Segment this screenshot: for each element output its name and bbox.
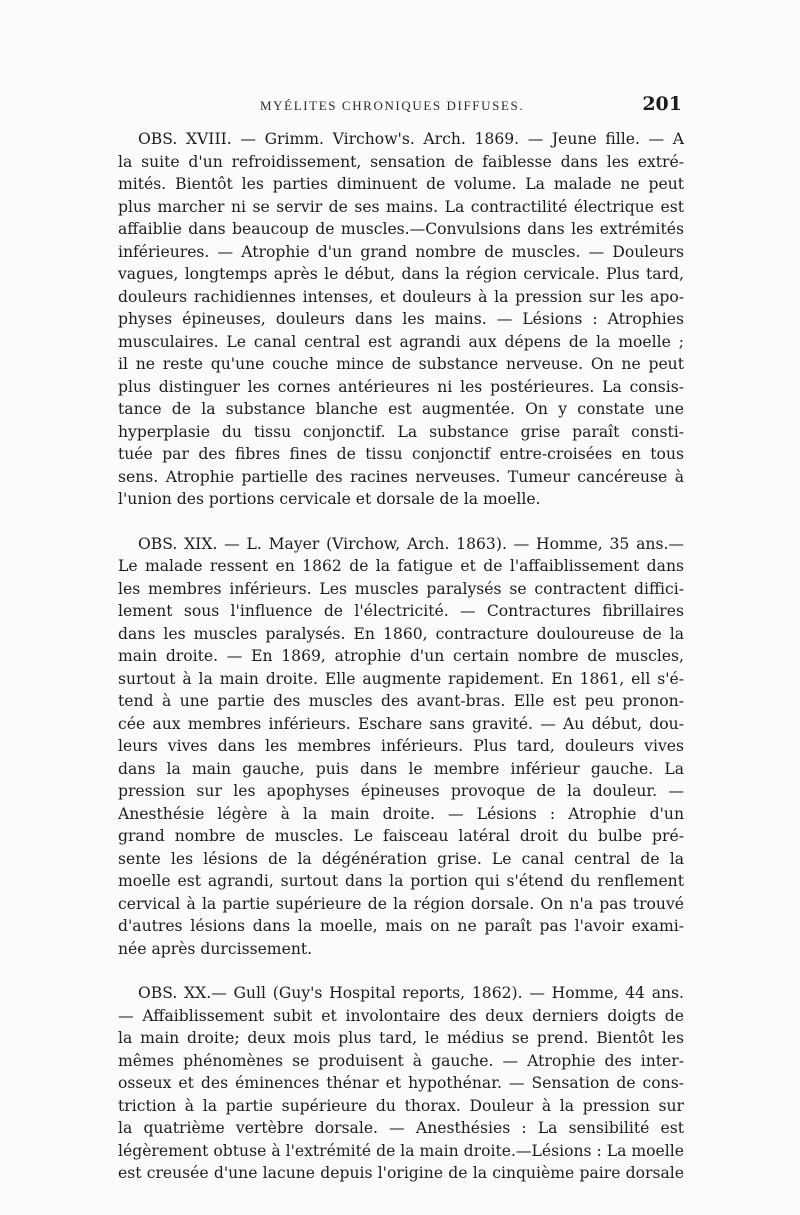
- text-line: légèrement obtuse à l'extrémité de la main droite.—Lésions : La moelle: [118, 1141, 684, 1160]
- page-body: [118, 128, 684, 1185]
- text-line: triction à la partie supérieure du thorax. Douleur à la pression sur: [118, 1096, 684, 1115]
- text-line: — Affaiblissement subit et involontaire des deux derniers doigts de: [118, 1006, 684, 1025]
- text-line: OBS. XX.— Gull (Guy's Hospital reports, 1862). — Homme, 44 ans.: [138, 984, 684, 1002]
- text-line: dans la main gauche, puis dans le membre inférieur gauche. La: [118, 759, 684, 778]
- text-line: plus distinguer les cornes antérieures ni les postérieures. La consis-: [118, 377, 684, 396]
- text-line: pression sur les apophyses épineuses provoque de la douleur. —: [118, 782, 684, 800]
- text-line: mêmes phénomènes se produisent à gauche. — Atrophie des inter-: [118, 1051, 684, 1070]
- text-line: sens. Atrophie partielle des racines nerveuses. Tumeur cancéreuse à: [118, 467, 684, 486]
- text-line: leurs vives dans les membres inférieurs. Plus tard, douleurs vives: [118, 737, 684, 755]
- text-line: main droite. — En 1869, atrophie d'un certain nombre de muscles,: [118, 647, 684, 665]
- text-line: est creusée d'une lacune depuis l'origine de la cinquième paire dorsale: [118, 1164, 684, 1182]
- text-line: moelle est agrandi, surtout dans la portion qui s'étend du renflement: [118, 872, 684, 890]
- text-line: physes épineuses, douleurs dans les mains. — Lésions : Atrophies: [118, 310, 684, 328]
- text-line: OBS. XVIII. — Grimm. Virchow's. Arch. 1869. — Jeune fille. — A: [138, 130, 684, 148]
- text-line: inférieures. — Atrophie d'un grand nombre de muscles. — Douleurs: [118, 242, 684, 261]
- text-line: douleurs rachidiennes intenses, et douleurs à la pression sur les apo-: [118, 287, 684, 306]
- text-line: surtout à la main droite. Elle augmente rapidement. En 1861, ell s'é-: [118, 669, 684, 688]
- text-line: osseux et des éminences thénar et hypothénar. — Sensation de cons-: [118, 1074, 684, 1092]
- running-title: MYÉLITES CHRONIQUES DIFFUSES.: [260, 98, 525, 113]
- text-line: vagues, longtemps après le début, dans la région cervicale. Plus tard,: [118, 265, 684, 283]
- text-line: les membres inférieurs. Les muscles paralysés se contractent diffici-: [118, 579, 684, 598]
- text-line: plus marcher ni se servir de ses mains. La contractilité électrique est: [118, 197, 684, 216]
- page-header: [118, 93, 682, 120]
- text-line: tance de la substance blanche est augmentée. On y constate une: [118, 400, 684, 418]
- text-line: d'autres lésions dans la moelle, mais on ne paraît pas l'avoir exami-: [118, 917, 684, 935]
- text-line: hyperplasie du tissu conjonctif. La substance grise paraît consti-: [118, 422, 684, 441]
- page-number: 201: [642, 93, 682, 115]
- text-line: grand nombre de muscles. Le faisceau latéral droit du bulbe pré-: [118, 827, 684, 845]
- text-line: Anesthésie légère à la main droite. — Lésions : Atrophie d'un: [118, 804, 684, 823]
- text-line: OBS. XIX. — L. Mayer (Virchow, Arch. 1863). — Homme, 35 ans.—: [138, 534, 684, 553]
- observation-xix: [118, 533, 684, 961]
- text-line: tuée par des fibres fines de tissu conjonctif entre-croisées en tous: [118, 445, 684, 463]
- text-line: il ne reste qu'une couche mince de substance nerveuse. On ne peut: [118, 355, 684, 373]
- text-line: dans les muscles paralysés. En 1860, contracture douloureuse de la: [118, 624, 684, 643]
- text-line: sente les lésions de la dégénération grise. Le canal central de la: [118, 849, 684, 868]
- text-line: l'union des portions cervicale et dorsale de la moelle.: [118, 490, 541, 508]
- text-line: mités. Bientôt les parties diminuent de volume. La malade ne peut: [118, 175, 684, 193]
- observation-xviii: [118, 128, 684, 511]
- text-line: cervical à la partie supérieure de la région dorsale. On n'a pas trouvé: [118, 894, 684, 913]
- text-line: la quatrième vertèbre dorsale. — Anesthésies : La sensibilité est: [118, 1119, 684, 1137]
- text-line: musculaires. Le canal central est agrandi aux dépens de la moelle ;: [118, 332, 684, 351]
- text-line: la suite d'un refroidissement, sensation de faiblesse dans les extré-: [118, 152, 684, 171]
- text-line: la main droite; deux mois plus tard, le médius se prend. Bientôt les: [118, 1029, 684, 1047]
- text-line: affaiblie dans beaucoup de muscles.—Convulsions dans les extrémités: [118, 220, 684, 238]
- text-line: lement sous l'influence de l'électricité. — Contractures fibrillaires: [118, 602, 684, 620]
- text-line: tend à une partie des muscles des avant-bras. Elle est peu pronon-: [118, 692, 684, 710]
- observation-xx: [118, 982, 684, 1185]
- text-line: née après durcissement.: [118, 939, 313, 958]
- text-line: cée aux membres inférieurs. Eschare sans gravité. — Au début, dou-: [118, 714, 684, 733]
- text-line: Le malade ressent en 1862 de la fatigue et de l'affaiblissement dans: [118, 557, 684, 575]
